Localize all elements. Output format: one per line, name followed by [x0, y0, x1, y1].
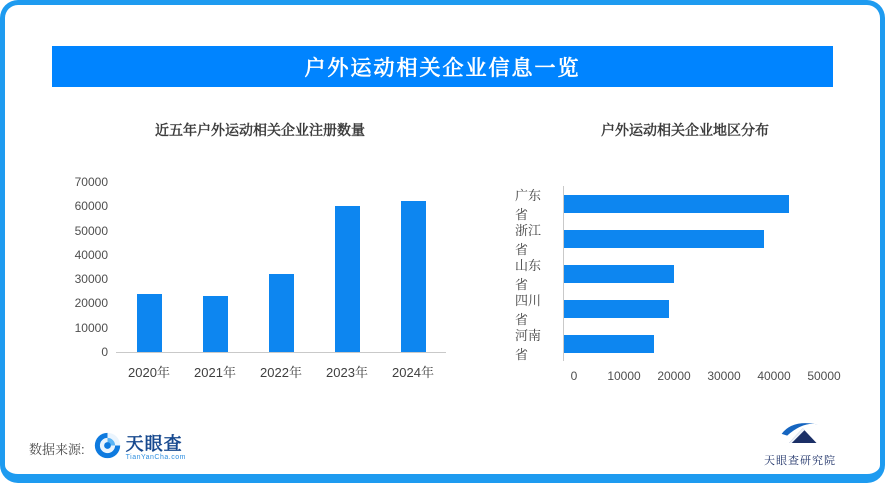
x-tick-label: 0	[570, 369, 578, 383]
chart-title-right: 户外运动相关企业地区分布	[601, 122, 769, 138]
x-axis	[570, 369, 841, 385]
chart-title-left: 近五年户外运动相关企业注册数量	[155, 122, 365, 138]
bar-row	[564, 186, 814, 221]
bar-广东省	[564, 195, 789, 213]
tianyancha-name: 天眼查	[125, 433, 183, 454]
institute-logo	[764, 418, 836, 468]
category-label: 浙江省	[515, 222, 542, 257]
y-tick-label: 50000	[74, 223, 108, 238]
y-tick-label: 40000	[74, 247, 108, 262]
category-label: 山东省	[515, 257, 542, 292]
tianyancha-logo	[94, 432, 186, 464]
institute-swoosh-icon	[778, 418, 822, 451]
x-tick-label: 50000	[807, 369, 841, 383]
bar-row	[564, 326, 814, 361]
bar-row	[564, 256, 814, 291]
bar-row	[564, 291, 814, 326]
bar-2024年	[401, 201, 426, 352]
tianyancha-domain: TianYanCha.com	[125, 453, 186, 461]
plot-area	[116, 182, 446, 381]
category-label: 四川省	[515, 292, 542, 327]
region-bar-chart	[515, 120, 855, 385]
x-tick-label: 2024年	[392, 365, 434, 380]
y-tick-label: 20000	[74, 296, 108, 311]
x-tick-label: 2023年	[326, 365, 368, 380]
charts-row	[5, 120, 880, 385]
y-tick-label: 60000	[74, 199, 108, 214]
bar-山东省	[564, 265, 674, 283]
bar-slot	[248, 182, 314, 352]
data-source-label: 数据来源:	[29, 441, 85, 457]
bar-slot	[182, 182, 248, 352]
x-tick-label: 2022年	[260, 365, 302, 380]
y-tick-label: 70000	[74, 175, 108, 189]
vertical-plot	[60, 175, 460, 381]
title-banner	[52, 46, 833, 87]
x-tick-label: 2020年	[128, 365, 170, 380]
bar-2021年	[203, 296, 228, 352]
horizontal-plot	[515, 186, 855, 361]
category-label: 广东省	[515, 187, 542, 222]
y-tick-label: 0	[101, 345, 108, 359]
bar-slot	[380, 182, 446, 352]
x-tick-label: 30000	[707, 369, 741, 383]
x-axis	[116, 362, 446, 381]
bar-四川省	[564, 300, 669, 318]
bar-河南省	[564, 335, 654, 353]
bar-2022年	[269, 274, 294, 352]
bar-2020年	[137, 294, 162, 352]
x-tick-label: 40000	[757, 369, 791, 383]
x-tick-label: 20000	[657, 369, 691, 383]
bar-row	[564, 221, 814, 256]
data-source	[29, 432, 186, 464]
tianyancha-eye-icon	[94, 432, 121, 464]
bar-浙江省	[564, 230, 764, 248]
x-tick-label: 2021年	[194, 365, 236, 380]
bar-slot	[116, 182, 182, 352]
y-tick-label: 10000	[74, 320, 108, 335]
tianyancha-wordmark	[126, 435, 186, 462]
y-axis	[60, 175, 116, 359]
x-tick-label: 10000	[607, 369, 641, 383]
institute-name: 天眼查研究院	[764, 455, 836, 467]
bars-area	[563, 186, 814, 361]
category-label: 河南省	[515, 327, 542, 362]
y-tick-label: 30000	[74, 272, 108, 287]
registrations-bar-chart	[60, 120, 460, 385]
page-title: 户外运动相关企业信息一览	[304, 56, 581, 80]
bar-2023年	[335, 206, 360, 352]
category-axis	[515, 186, 563, 361]
bar-slot	[314, 182, 380, 352]
bars-area	[116, 182, 446, 353]
